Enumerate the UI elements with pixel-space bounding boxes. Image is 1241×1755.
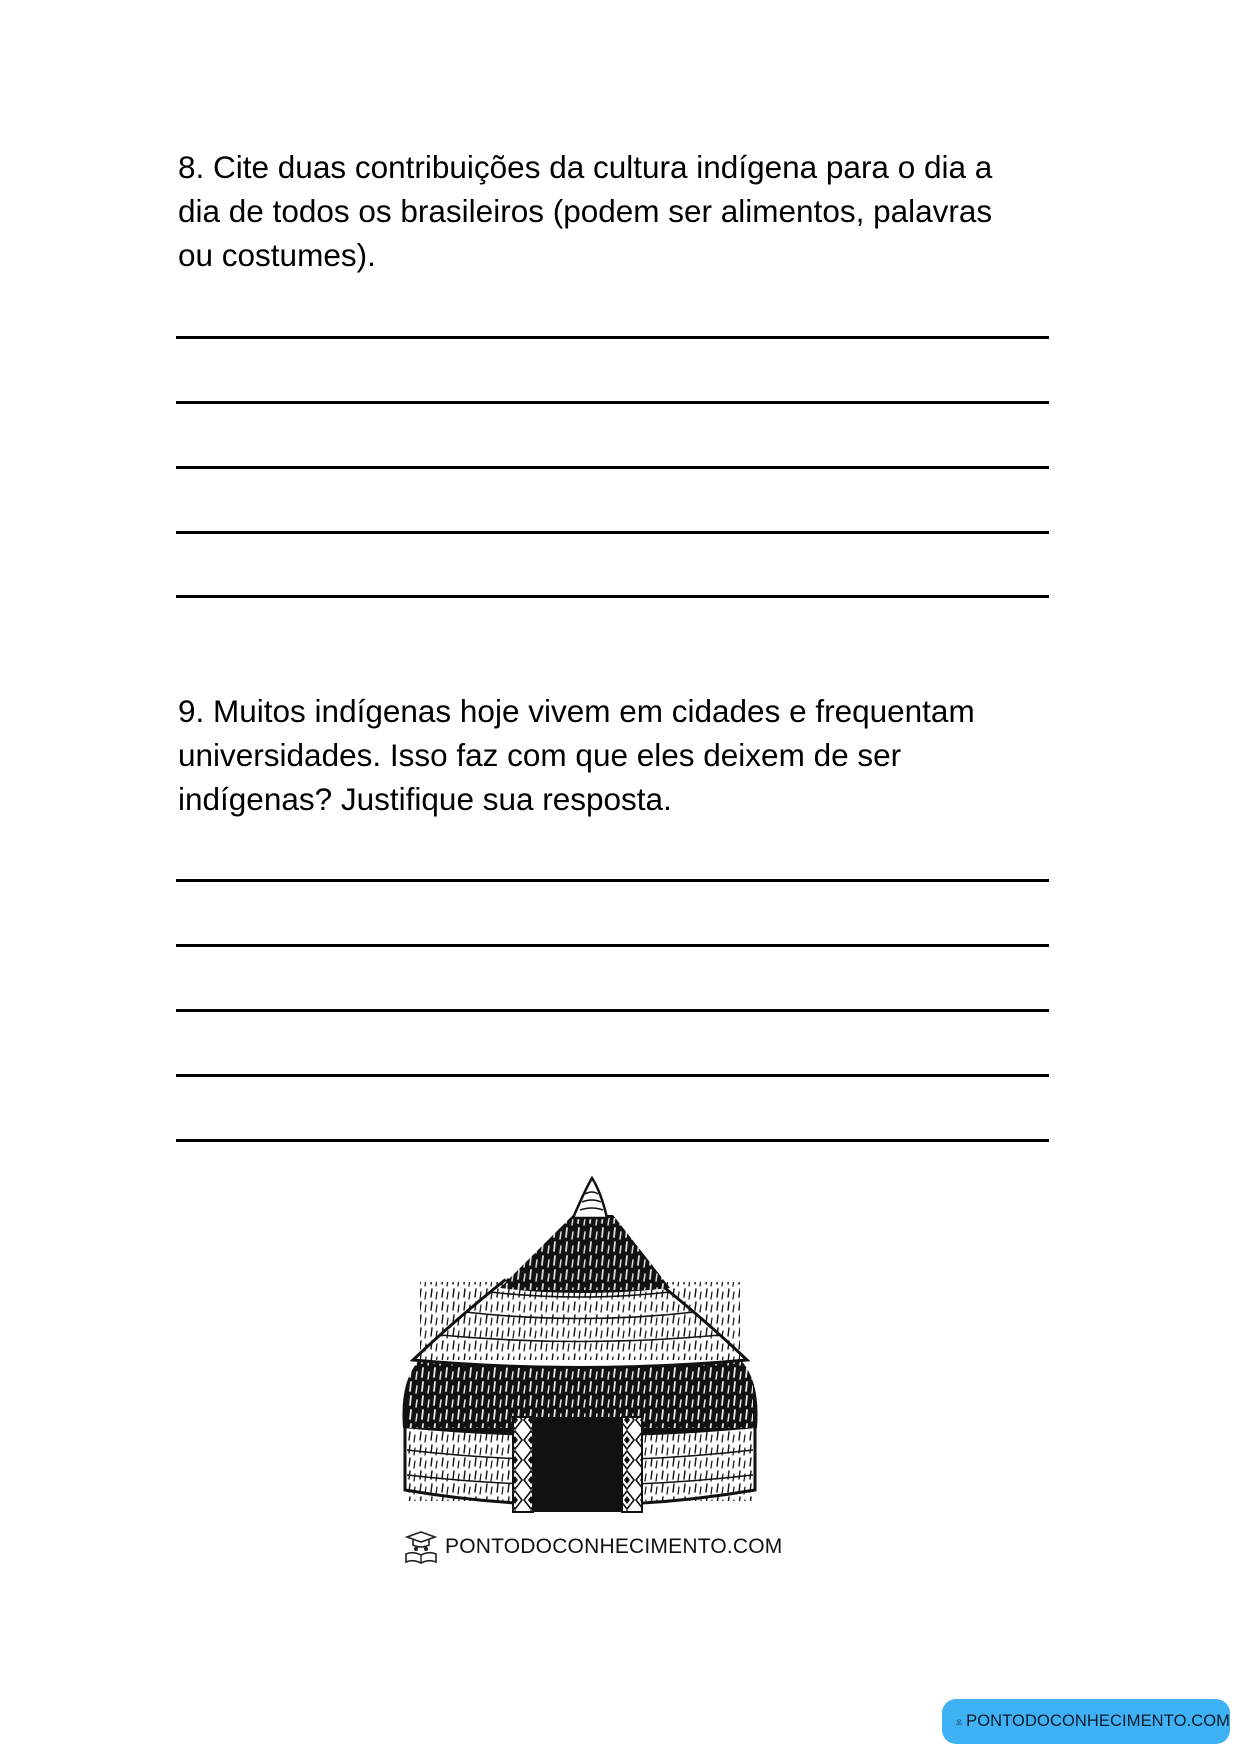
answer-line-q8-3[interactable]: [176, 466, 1049, 469]
answer-line-q9-2[interactable]: [176, 944, 1049, 947]
question-8: [178, 145, 1058, 277]
answer-line-q9-3[interactable]: [176, 1009, 1049, 1012]
answer-line-q8-4[interactable]: [176, 531, 1049, 534]
answer-line-q8-1[interactable]: [176, 336, 1049, 339]
answer-line-q9-4[interactable]: [176, 1074, 1049, 1077]
answer-line-q9-1[interactable]: [176, 879, 1049, 882]
question-9-line-3: indígenas? Justifique sua resposta.: [178, 781, 672, 817]
answer-line-q9-5[interactable]: [176, 1139, 1049, 1142]
footer-badge-link[interactable]: [942, 1699, 1230, 1744]
answer-line-q8-2[interactable]: [176, 401, 1049, 404]
graduate-reading-icon: [403, 1530, 439, 1564]
question-8-line-1: 8. Cite duas contribuições da cultura indígena para o dia a: [178, 149, 993, 185]
question-9-line-1: 9. Muitos indígenas hoje vivem em cidades e frequentam: [178, 693, 975, 729]
question-9: [178, 689, 1058, 821]
footer-badge-label: PONTODOCONHECIMENTO.COM: [966, 1712, 1230, 1730]
graduate-reading-icon: [956, 1708, 962, 1736]
hut-illustration: [395, 1170, 765, 1515]
question-8-line-3: ou costumes).: [178, 237, 376, 273]
question-9-line-2: universidades. Isso faz com que eles deixem de ser: [178, 737, 902, 773]
illustration-watermark: [403, 1530, 783, 1564]
question-8-line-2: dia de todos os brasileiros (podem ser alimentos, palavras: [178, 193, 993, 229]
answer-line-q8-5[interactable]: [176, 595, 1049, 598]
watermark-text: PONTODOCONHECIMENTO.COM: [445, 1535, 783, 1558]
